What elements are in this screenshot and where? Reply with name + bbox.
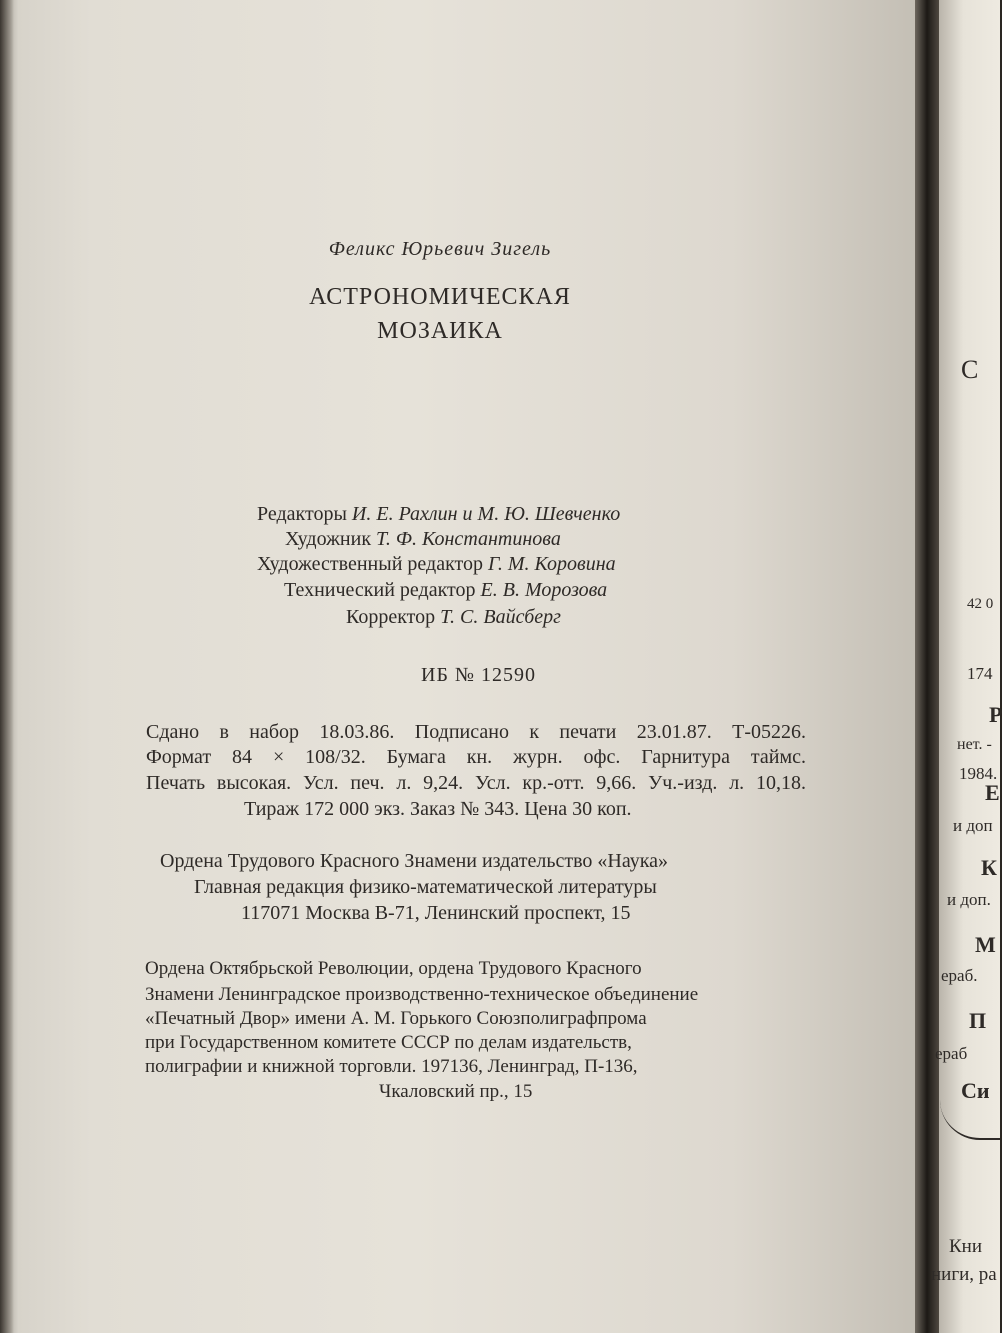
ib-number: ИБ № 12590: [421, 664, 537, 686]
right-fragment-text: ераб.: [941, 966, 978, 985]
credit-role: Редакторы: [257, 503, 347, 525]
right-fragment-text: Кни: [949, 1236, 983, 1257]
right-fragment-text: и доп: [953, 816, 993, 835]
right-fragment-text: М: [975, 932, 996, 957]
credit-artist: [285, 528, 561, 551]
credit-role: Технический редактор: [284, 579, 476, 601]
credit-role: Художественный редактор: [257, 553, 483, 575]
book-title-line-1: АСТРОНОМИЧЕСКАЯ: [309, 284, 571, 310]
right-fragment-text: С: [961, 355, 979, 384]
right-fragment-text: нет. -: [957, 736, 992, 753]
credit-names: Т. С. Вайсберг: [440, 606, 561, 628]
credit-names: Г. М. Коровина: [488, 553, 616, 575]
imprint-line: Тираж 172 000 экз. Заказ № 343. Цена 30 коп.: [244, 798, 632, 820]
printer-line: при Государственном комитете СССР по делам издательств,: [145, 1032, 632, 1053]
book-title-line-2: МОЗАИКА: [377, 318, 503, 344]
credit-proofreader: [346, 606, 561, 629]
right-fragment-text: 42 0: [967, 596, 994, 612]
right-fragment-text: и доп.: [947, 890, 991, 909]
right-fragment-text: П: [969, 1008, 987, 1033]
right-fragment-text: К: [981, 855, 997, 880]
credit-role: Корректор: [346, 606, 436, 628]
book-spine-gutter: [915, 0, 939, 1333]
printer-line: Знамени Ленинградское производственно-техническое объединение: [145, 984, 699, 1005]
publisher-line: Ордена Трудового Красного Знамени издательство «Наука»: [160, 850, 668, 872]
imprint-line: Печать высокая. Усл. печ. л. 9,24. Усл. кр.-отт. 9,66. Уч.-изд. л. 10,18.: [146, 772, 806, 794]
publisher-line: Главная редакция физико-математической литературы: [194, 876, 657, 898]
printer-line: «Печатный Двор» имени А. М. Горького Союзполиграфпрома: [145, 1008, 647, 1029]
printer-line: Чкаловский пр., 15: [379, 1081, 533, 1102]
credit-names: Т. Ф. Константинова: [376, 528, 561, 550]
credit-art-editor: [257, 553, 616, 576]
publisher-line: 117071 Москва В-71, Ленинский проспект, 15: [241, 902, 631, 924]
right-fragment-text: Е: [985, 780, 1000, 805]
right-fragment-text: Си: [961, 1078, 990, 1103]
printer-line: полиграфии и книжной торговли. 197136, Ленинград, П-136,: [145, 1056, 638, 1077]
credit-role: Художник: [285, 528, 372, 550]
right-fragment-text: ниги, ра: [931, 1264, 997, 1285]
printer-line: Ордена Октябрьской Революции, ордена Трудового Красного: [145, 958, 642, 979]
credit-names: И. Е. Рахлин и М. Ю. Шевченко: [351, 503, 621, 525]
page-edge-shadow: [0, 0, 14, 1333]
imprint-line: Сдано в набор 18.03.86. Подписано к печати 23.01.87. Т-05226.: [146, 721, 806, 743]
right-fragment-text: Р: [989, 702, 1002, 727]
right-fragment-text: 1984.: [959, 764, 998, 783]
credit-names: Е. В. Морозова: [480, 579, 608, 601]
right-fragment-text: ераб: [935, 1044, 968, 1063]
imprint-line: Формат 84 × 108/32. Бумага кн. журн. офс. Гарнитура таймс.: [146, 746, 806, 768]
credit-tech-editor: [284, 579, 607, 602]
credit-editors: [257, 503, 620, 526]
right-fragment-text: 174: [967, 664, 993, 683]
author-name: Феликс Юрьевич Зигель: [328, 238, 552, 260]
